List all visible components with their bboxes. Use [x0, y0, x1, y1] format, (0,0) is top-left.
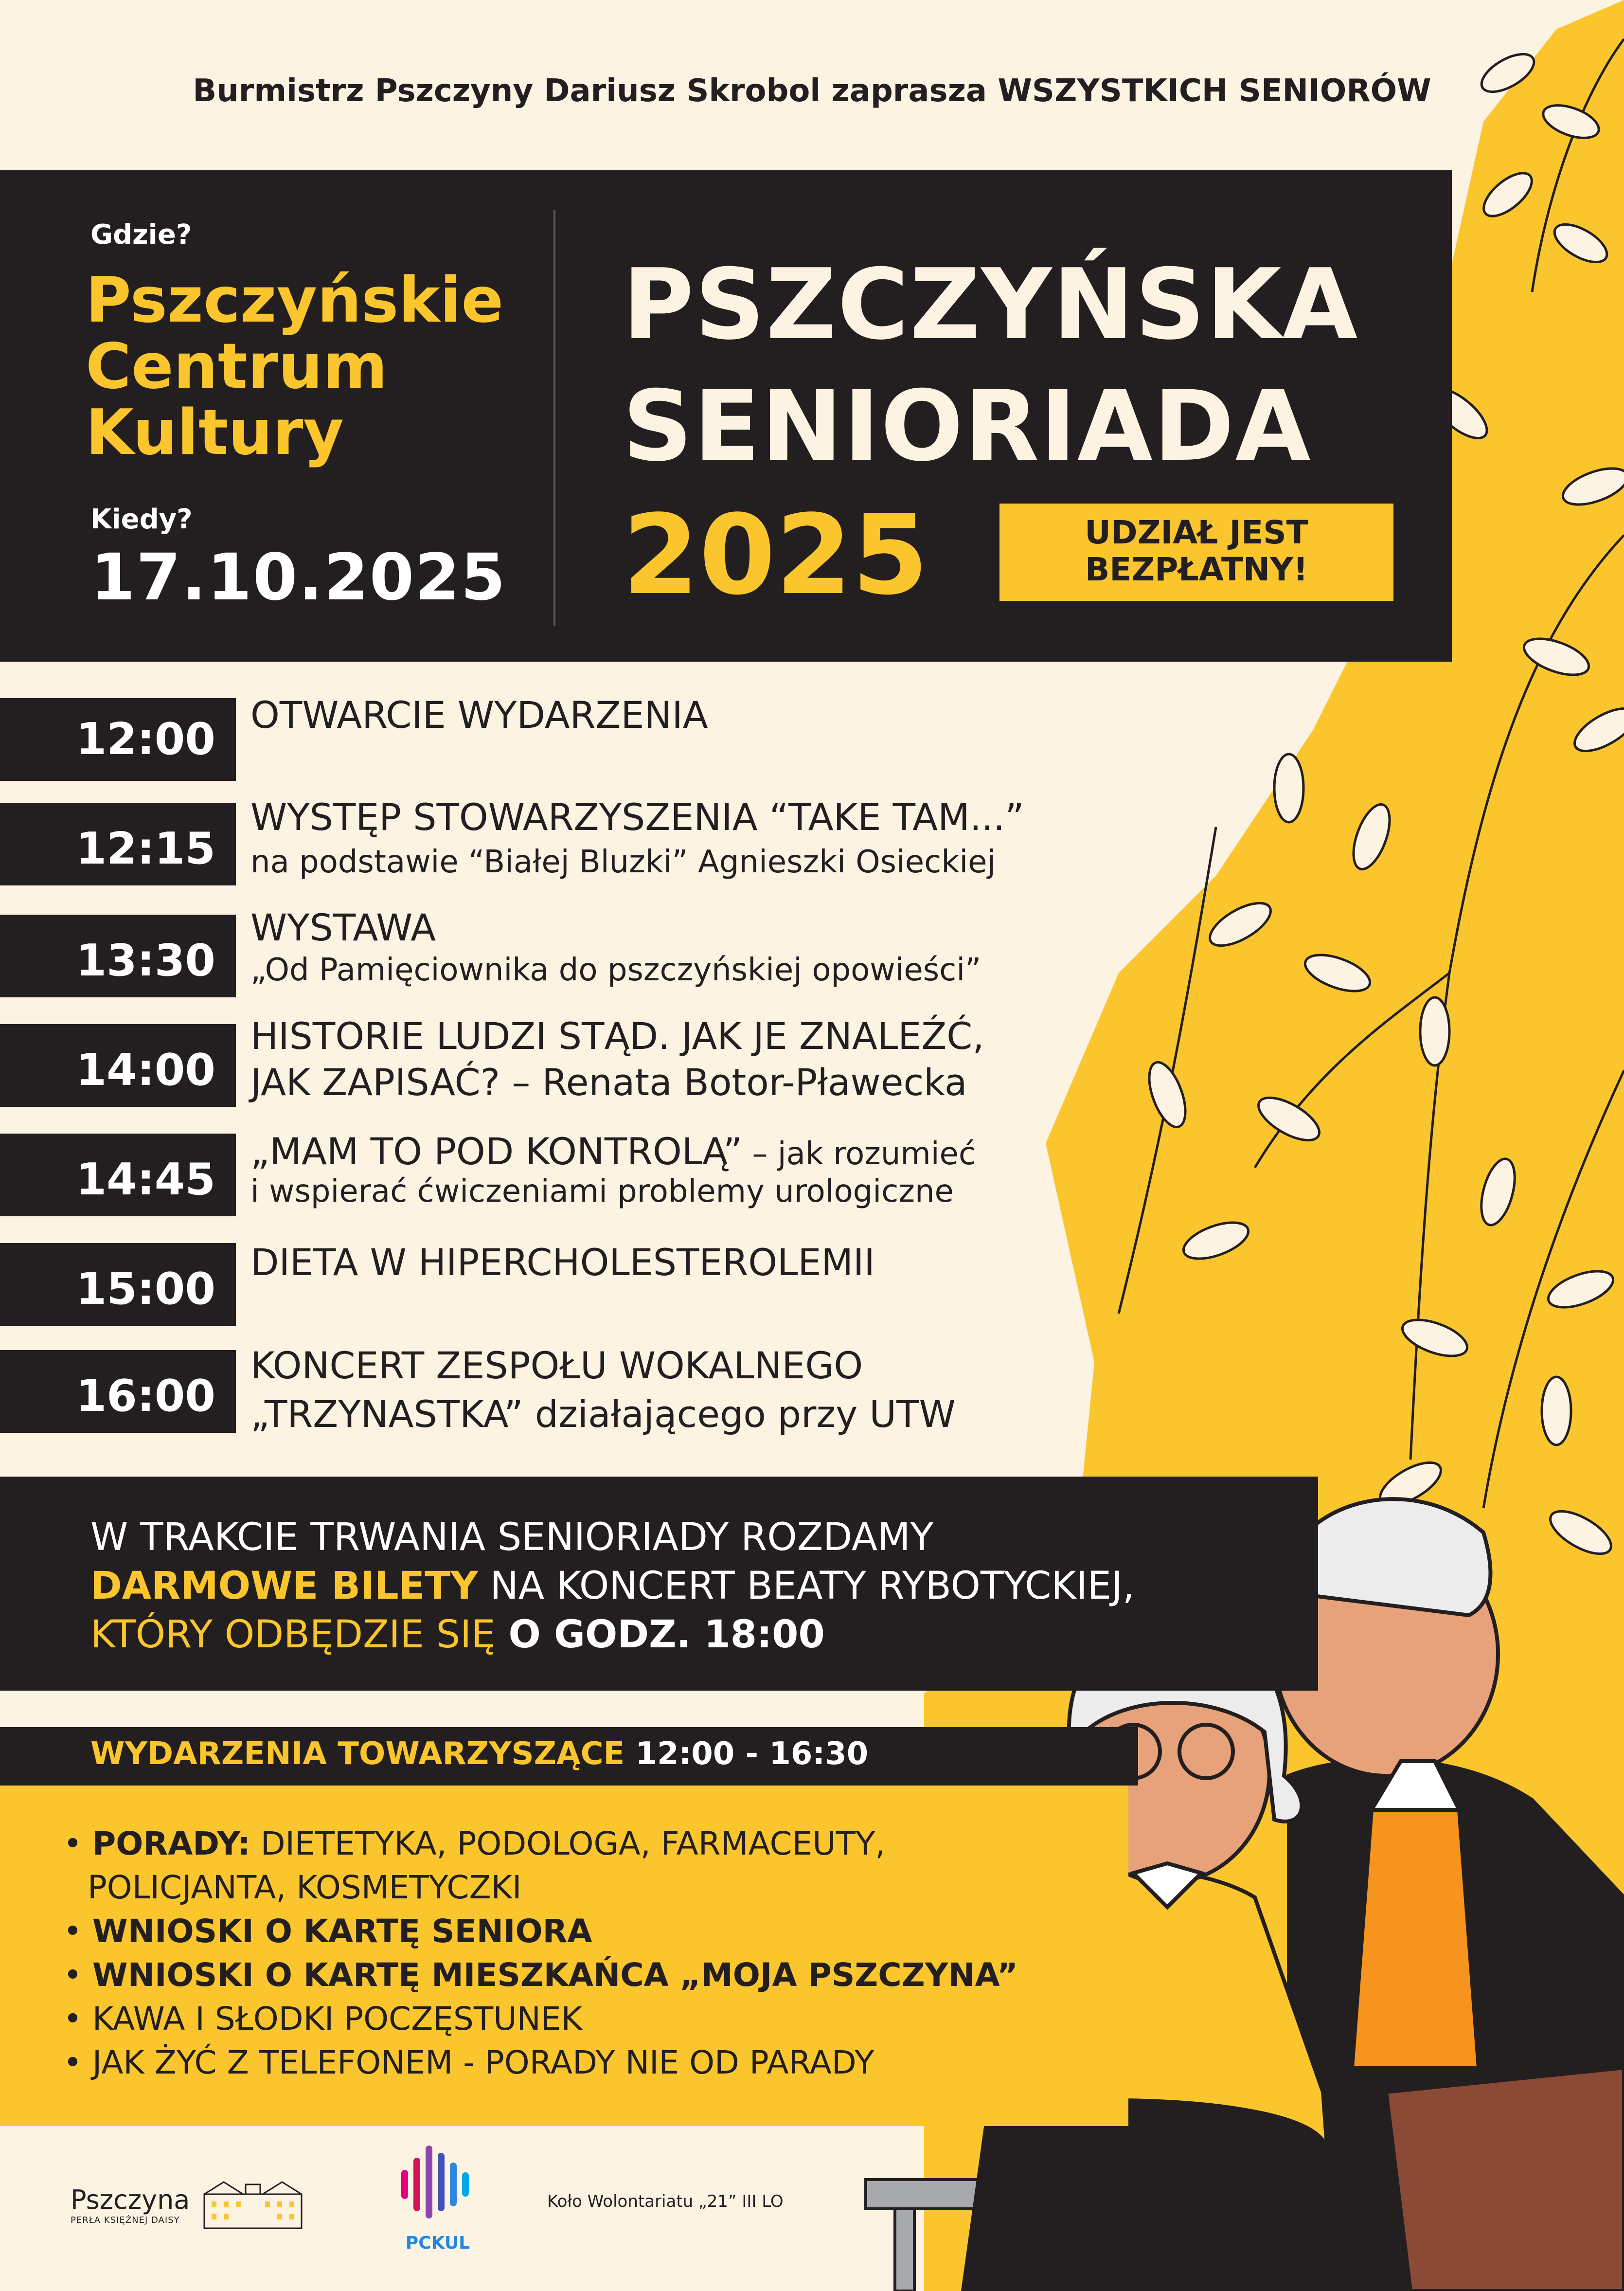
schedule-title: OTWARCIE WYDARZENIA — [250, 693, 708, 737]
schedule-subtitle: na podstawie “Białej Bluzki” Agnieszki Osieckiej — [250, 844, 996, 880]
castle-icon — [195, 2175, 311, 2233]
event-title-line-2: SENIORIADA — [623, 370, 1312, 483]
side-events-header: WYDARZENIA TOWARZYSZĄCE 12:00 - 16:30 — [90, 1736, 869, 1772]
schedule-title: WYSTĘP STOWARZYSZENIA “TAKE TAM...” — [250, 795, 1024, 839]
list-item: • KAWA I SŁODKI POCZĘSTUNEK — [63, 2000, 582, 2038]
list-item: POLICJANTA, KOSMETYCZKI — [88, 1869, 522, 1906]
event-year: 2025 — [623, 491, 929, 619]
schedule-time: 14:00 — [0, 1024, 236, 1107]
schedule-subtitle: i wspierać ćwiczeniami problemy urologiczne — [250, 1173, 954, 1209]
venue-name: Pszczyńskie Centrum Kultury — [86, 264, 504, 469]
side-events-list — [63, 1822, 1018, 2085]
event-title-line-1: PSZCZYŃSKA — [623, 248, 1359, 361]
schedule-title-line-2: „TRZYNASTKA” działającego przy UTW — [250, 1392, 956, 1436]
free-tickets-text: W TRAKCIE TRWANIA SENIORIADY ROZDAMY DARMOWE BILETY NA KONCERT BEATY RYBOTYCKIEJ, KTÓRY ODBĘDZIE SIĘ O GODZ. 18:00 — [90, 1515, 1135, 1657]
pckul-logo-text: PCKUL — [405, 2233, 470, 2253]
schedule-title: „MAM TO POD KONTROLĄ” – jak rozumieć — [250, 1130, 976, 1173]
header-divider — [553, 210, 555, 626]
schedule-title-line-2: JAK ZAPISAĆ? – Renata Botor-Pławecka — [250, 1061, 967, 1104]
volunteer-credit: Koło Wolontariatu „21” III LO — [547, 2192, 784, 2211]
list-item: • WNIOSKI O KARTĘ SENIORA — [63, 1912, 592, 1950]
where-label: Gdzie? — [90, 219, 192, 251]
free-entry-badge: UDZIAŁ JEST BEZPŁATNY! — [999, 504, 1393, 601]
schedule-time: 13:30 — [0, 915, 236, 997]
schedule-time: 15:00 — [0, 1243, 236, 1326]
schedule-time: 12:15 — [0, 803, 236, 885]
invitation-line: Burmistrz Pszczyny Dariusz Skrobol zaprasza WSZYSTKICH SENIORÓW — [193, 73, 1431, 109]
schedule-title: HISTORIE LUDZI STĄD. JAK JE ZNALEŹĆ, — [250, 1014, 984, 1058]
schedule-time: 16:00 — [0, 1350, 236, 1433]
when-label: Kiedy? — [90, 504, 193, 535]
schedule-time: 12:00 — [0, 698, 236, 781]
schedule-title: DIETA W HIPERCHOLESTEROLEMII — [250, 1241, 875, 1284]
event-date: 17.10.2025 — [90, 540, 507, 615]
schedule-title: WYSTAWA — [250, 906, 436, 949]
schedule-subtitle: „Od Pamięciownika do pszczyńskiej opowieści” — [250, 952, 982, 988]
list-item: • WNIOSKI O KARTĘ MIESZKAŃCA „MOJA PSZCZYNA” — [63, 1956, 1018, 1994]
schedule-title: KONCERT ZESPOŁU WOKALNEGO — [250, 1344, 863, 1387]
list-item: • PORADY: DIETETYKA, PODOLOGA, FARMACEUTY, — [63, 1825, 886, 1862]
pszczyna-logo: Pszczyna PERŁA KSIĘŻNEJ DAISY — [71, 2184, 190, 2225]
list-item: • JAK ŻYĆ Z TELEFONEM - PORADY NIE OD PARADY — [63, 2044, 874, 2081]
pckul-logo-mark — [396, 2141, 479, 2228]
schedule-time: 14:45 — [0, 1134, 236, 1216]
